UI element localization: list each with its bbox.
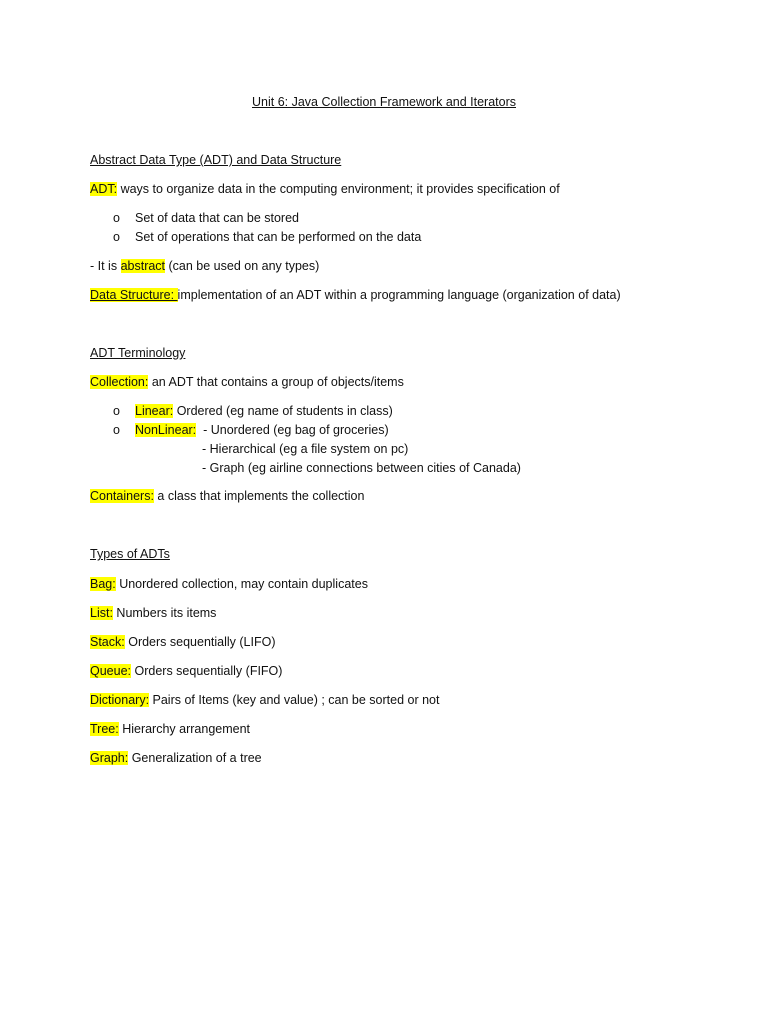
term-collection: Collection: bbox=[90, 375, 149, 389]
term-tree: Tree: bbox=[90, 722, 119, 736]
adt-type-item bbox=[90, 663, 282, 679]
bullet-marker: o bbox=[113, 404, 120, 418]
adt-type-text: Generalization of a tree bbox=[128, 751, 262, 765]
term-adt: ADT: bbox=[90, 182, 118, 196]
adt-type-item bbox=[90, 576, 368, 592]
adt-type-item bbox=[90, 692, 439, 708]
adt-definition bbox=[90, 181, 560, 197]
containers-definition bbox=[90, 488, 364, 504]
adt-type-text: Hierarchy arrangement bbox=[118, 722, 251, 736]
data-structure-definition bbox=[90, 287, 621, 303]
abstract-prefix: - It is bbox=[90, 259, 121, 273]
adt-type-text: Pairs of Items (key and value) ; can be sorted or not bbox=[149, 693, 440, 707]
collection-text: an ADT that contains a group of objects/items bbox=[148, 375, 404, 389]
term-linear: Linear: bbox=[135, 404, 174, 418]
term-dictionary: Dictionary: bbox=[90, 693, 150, 707]
adt-type-text: Numbers its items bbox=[112, 606, 217, 620]
section-heading-adt-terminology: ADT Terminology bbox=[90, 346, 186, 360]
adt-type-text: Orders sequentially (LIFO) bbox=[124, 635, 276, 649]
containers-text: a class that implements the collection bbox=[153, 489, 365, 503]
term-graph: Graph: bbox=[90, 751, 129, 765]
nonlinear-item bbox=[135, 422, 389, 438]
adt-type-item bbox=[90, 605, 216, 621]
adt-type-text: Unordered collection, may contain duplicates bbox=[115, 577, 368, 591]
term-queue: Queue: bbox=[90, 664, 132, 678]
adt-bullet-item: Set of data that can be stored bbox=[135, 211, 300, 225]
adt-type-item bbox=[90, 634, 276, 650]
term-nonlinear: NonLinear: bbox=[135, 423, 197, 437]
adt-definition-text: ways to organize data in the computing environment; it provides specification of bbox=[117, 182, 560, 196]
term-stack: Stack: bbox=[90, 635, 125, 649]
nonlinear-subitem: - Hierarchical (eg a file system on pc) bbox=[202, 442, 409, 456]
term-abstract: abstract bbox=[120, 259, 166, 273]
adt-bullet-item: Set of operations that can be performed on the data bbox=[135, 230, 422, 244]
section-heading-types-of-adts: Types of ADTs bbox=[90, 547, 170, 561]
abstract-note bbox=[90, 258, 319, 274]
term-data-structure: Data Structure: bbox=[90, 288, 178, 302]
section-heading-adt-data-structure: Abstract Data Type (ADT) and Data Structure bbox=[90, 153, 342, 167]
bullet-marker: o bbox=[113, 230, 120, 244]
bullet-marker: o bbox=[113, 423, 120, 437]
term-list: List: bbox=[90, 606, 113, 620]
adt-type-item bbox=[90, 721, 250, 737]
adt-type-text: Orders sequentially (FIFO) bbox=[131, 664, 283, 678]
abstract-suffix: (can be used on any types) bbox=[165, 259, 320, 273]
nonlinear-text: - Unordered (eg bag of groceries) bbox=[196, 423, 389, 437]
collection-definition bbox=[90, 374, 404, 390]
linear-item bbox=[135, 403, 393, 419]
adt-type-item bbox=[90, 750, 262, 766]
term-containers: Containers: bbox=[90, 489, 154, 503]
term-bag: Bag: bbox=[90, 577, 116, 591]
linear-text: Ordered (eg name of students in class) bbox=[173, 404, 393, 418]
nonlinear-subitem: - Graph (eg airline connections between cities of Canada) bbox=[202, 461, 521, 475]
data-structure-text: implementation of an ADT within a programming language (organization of data) bbox=[177, 288, 621, 302]
document-title: Unit 6: Java Collection Framework and Iterators bbox=[252, 95, 516, 109]
bullet-marker: o bbox=[113, 211, 120, 225]
